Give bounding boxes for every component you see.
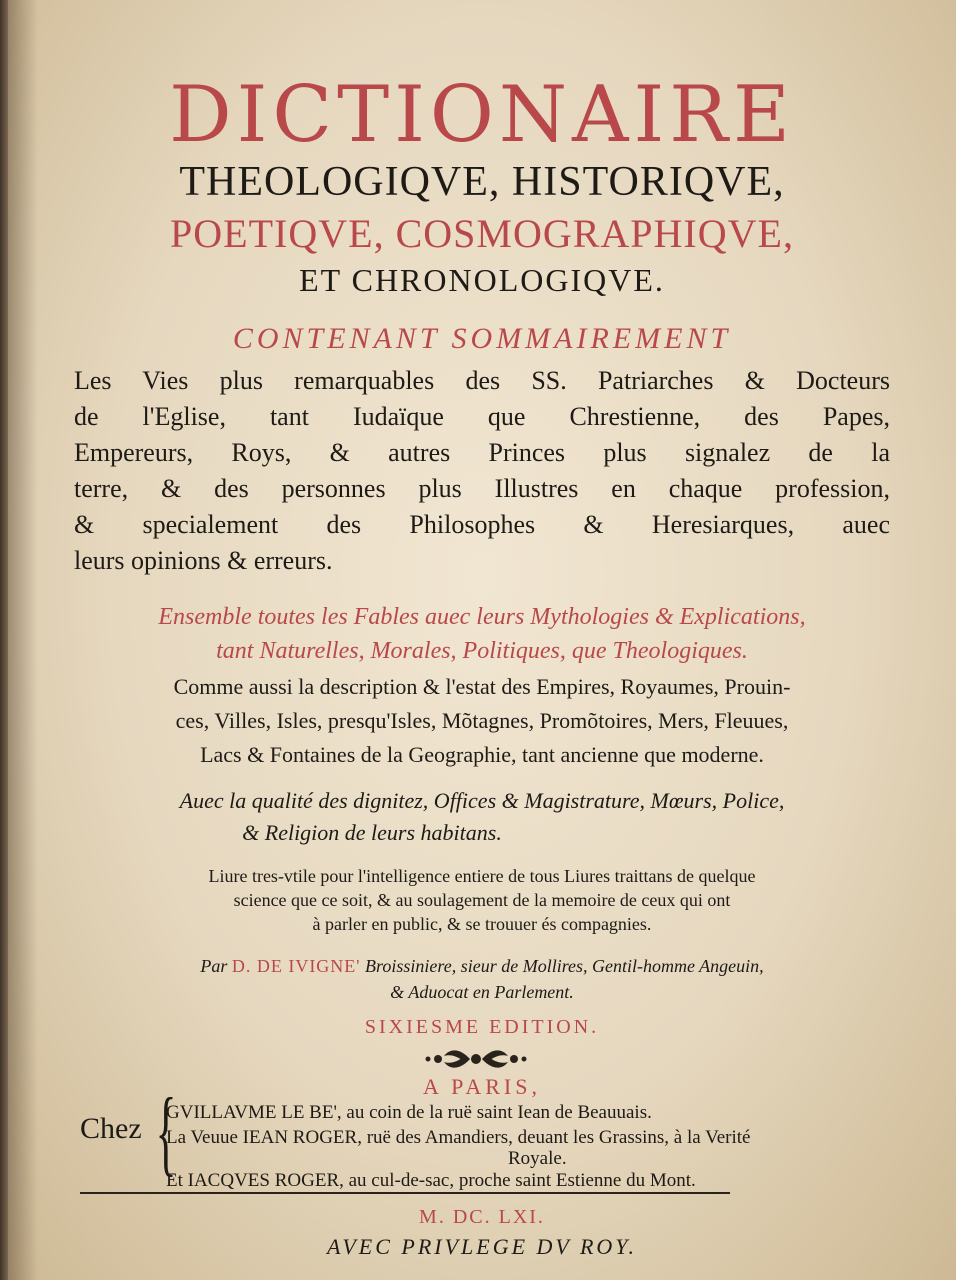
author-line — [8, 956, 956, 977]
title-page — [8, 0, 956, 1280]
imprint-rule — [80, 1192, 730, 1194]
para1-line: Les Vies plus remarquables des SS. Patriarches & Docteurs — [74, 366, 890, 395]
edition: SIXIESME EDITION. — [364, 1016, 600, 1038]
para1-line: de l'Eglise, tant Iudaïque que Chrestienne, des Papes, — [74, 402, 890, 431]
subtitle-line-2: POETIQVE, COSMOGRAPHIQVE, — [170, 211, 794, 256]
para4-line: & Religion de leurs habitans. — [242, 820, 502, 845]
subtitle-line-1: THEOLOGIQVE, HISTORIQVE, — [179, 159, 785, 205]
para5-line: science que ce soit, & au soulagement de la memoire de ceux qui ont — [233, 890, 731, 910]
book-binding — [0, 0, 8, 1280]
publisher-line: Royale. — [508, 1148, 567, 1169]
publisher-line: La Veuue IEAN ROGER, ruë des Amandiers, deuant les Grassins, à la Verité — [166, 1127, 751, 1148]
para1-line: terre, & des personnes plus Illustres en chaque profession, — [74, 474, 890, 503]
para1-line: leurs opinions & erreurs. — [74, 546, 333, 575]
imprint-city: A PARIS, — [422, 1074, 541, 1099]
author-par: Par — [200, 956, 228, 976]
brace-icon: { — [155, 1078, 177, 1185]
para1-line: Empereurs, Roys, & autres Princes plus signalez de la — [74, 438, 890, 467]
author-name: D. DE IVIGNE' — [231, 956, 361, 976]
para4-line: Auec la qualité des dignitez, Offices & Magistrature, Mœurs, Police, — [179, 788, 785, 813]
para3-line: Comme aussi la description & l'estat des Empires, Royaumes, Prouin- — [173, 674, 791, 699]
imprint-year: M. DC. LXI. — [419, 1206, 545, 1228]
contenant-heading: CONTENANT SOMMAIREMENT — [232, 322, 732, 355]
para1-line: & specialement des Philosophes & Heresiarques, auec — [74, 510, 890, 539]
para2-line: tant Naturelles, Morales, Politiques, que Theologiques. — [216, 638, 748, 664]
author-line-2: & Aduocat en Parlement. — [390, 982, 574, 1002]
privilege: AVEC PRIVLEGE DV ROY. — [326, 1234, 637, 1259]
para3-line: ces, Villes, Isles, presqu'Isles, Mõtagnes, Promõtoires, Mers, Fleuues, — [175, 708, 789, 733]
subtitle-line-3: ET CHRONOLOGIQVE. — [299, 262, 665, 298]
para2-line: Ensemble toutes les Fables auec leurs Mythologies & Explications, — [158, 604, 806, 630]
para5-line: à parler en public, & se trouuer és compagnies. — [312, 914, 652, 934]
para5-line: Liure tres-vtile pour l'intelligence entiere de tous Liures traittans de quelque — [208, 866, 756, 886]
publisher-line: Et IACQVES ROGER, au cul-de-sac, proche saint Estienne du Mont. — [166, 1170, 696, 1191]
printer-ornament-icon — [420, 1044, 532, 1074]
publisher-line: GVILLAVME LE BE', au coin de la ruë saint Iean de Beauuais. — [166, 1102, 652, 1123]
author-title: Broissiniere, sieur de Mollires, Gentil-homme Angeuin, — [365, 956, 764, 976]
main-title: DICTIONAIRE — [169, 70, 795, 160]
imprint-chez: Chez — [80, 1112, 142, 1145]
para3-line: Lacs & Fontaines de la Geographie, tant ancienne que moderne. — [200, 742, 764, 767]
